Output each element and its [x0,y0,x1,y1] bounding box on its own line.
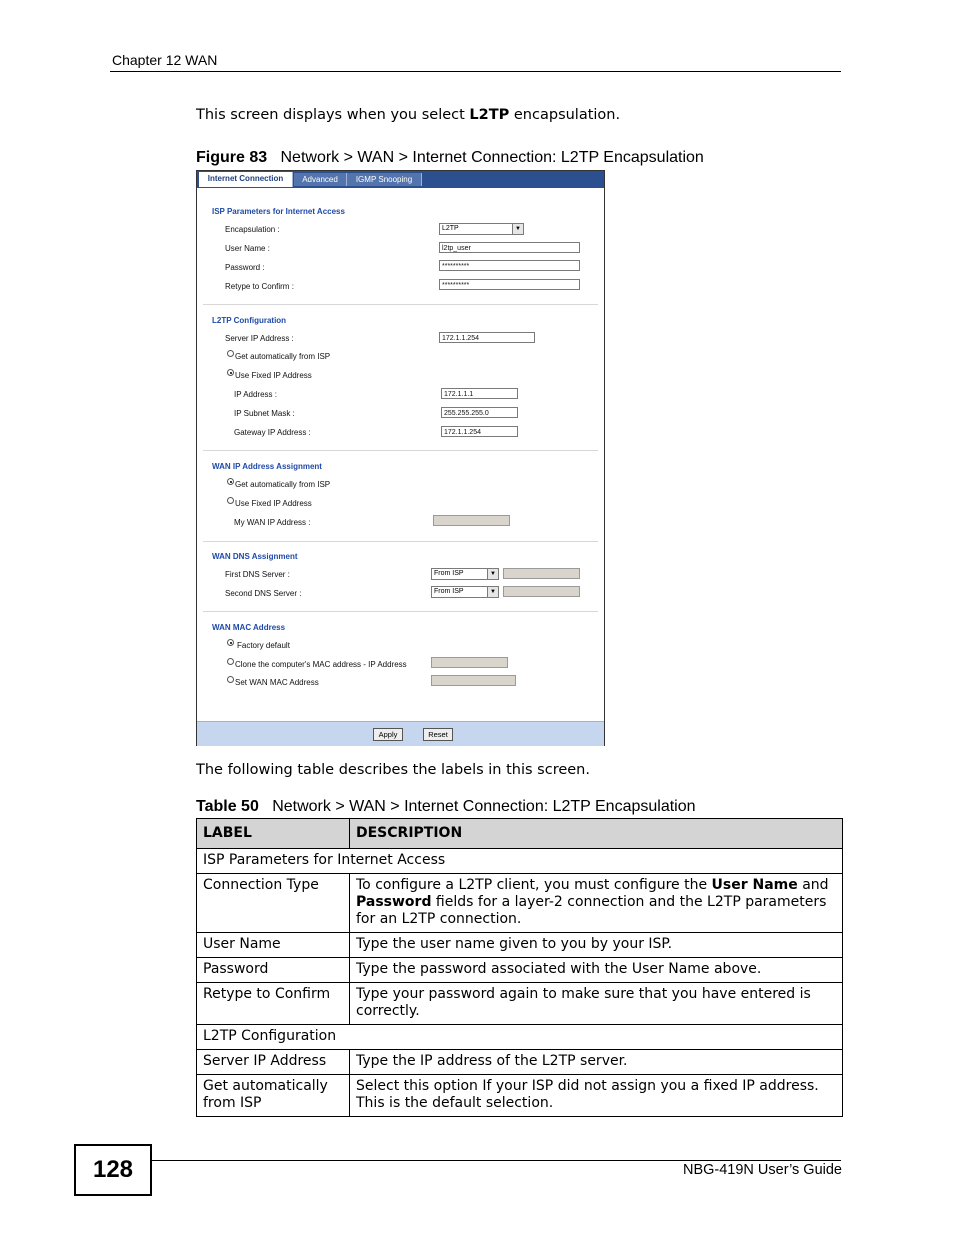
mac-clone-input[interactable] [431,657,508,668]
first-dns-select[interactable] [431,568,499,580]
l2tp-auto-radio[interactable] [227,350,234,357]
mac-section-title: WAN MAC Address [212,623,286,632]
table-title: Network > WAN > Internet Connection: L2TP Encapsulation [272,798,696,815]
apply-button[interactable]: Apply [373,728,403,741]
desc-text: To configure a L2TP client, you must configure the [356,877,712,893]
desc-bold: User Name [711,877,798,893]
row-label: Server IP Address [197,1050,350,1075]
second-dns-input[interactable] [503,586,580,597]
figure-label: Figure 83 [196,149,268,166]
tab-internet-connection[interactable]: Internet Connection [199,172,293,187]
row-description: Type the password associated with the User Name above. [350,958,843,983]
wan-fixed-radio[interactable] [227,497,234,504]
first-dns-input[interactable] [503,568,580,579]
tab-advanced[interactable]: Advanced [294,173,347,186]
section-row-l2tp: L2TP Configuration [197,1025,843,1050]
l2tp-auto-label: Get automatically from ISP [235,352,331,361]
header-label: LABEL [197,819,350,849]
gateway-input[interactable]: 172.1.1.254 [441,426,518,437]
ip-address-label: IP Address : [234,390,277,399]
row-label: Connection Type [197,874,350,933]
dns-section-title: WAN DNS Assignment [212,552,298,561]
screen-panel [196,170,605,746]
server-ip-label: Server IP Address : [225,334,294,343]
table-row [197,983,843,1025]
wan-auto-radio[interactable] [227,478,234,485]
intro-paragraph [196,107,620,123]
encapsulation-select[interactable] [439,223,524,235]
description-table [196,818,843,1117]
form-area [197,188,604,721]
second-dns-select[interactable] [431,586,499,598]
username-input[interactable]: l2tp_user [439,242,580,253]
username-label: User Name : [225,244,270,253]
divider [203,541,598,542]
tab-igmp-snooping[interactable]: IGMP Snooping [347,173,422,186]
tab-bar [197,171,604,188]
mac-factory-label: Factory default [237,641,290,650]
wan-fixed-label: Use Fixed IP Address [235,499,312,508]
table-label: Table 50 [196,798,259,815]
intro-bold: L2TP [469,107,510,123]
row-label: Get automatically from ISP [197,1075,350,1117]
my-wan-ip-input[interactable] [433,515,510,526]
section-row-isp: ISP Parameters for Internet Access [197,849,843,874]
table-caption [196,798,696,816]
subnet-mask-input[interactable]: 255.255.255.0 [441,407,518,418]
chevron-down-icon: ▼ [487,569,498,579]
first-dns-value: From ISP [434,570,464,577]
figure-title: Network > WAN > Internet Connection: L2TP Encapsulation [280,149,704,166]
divider [203,450,598,451]
header-rule [110,71,841,72]
server-ip-input[interactable]: 172.1.1.254 [439,332,535,343]
row-label: User Name [197,933,350,958]
page-number: 128 [74,1144,152,1196]
my-wan-ip-label: My WAN IP Address : [234,518,311,527]
isp-section-title: ISP Parameters for Internet Access [212,207,345,216]
mac-set-radio[interactable] [227,676,234,683]
table-header-row [197,819,843,849]
desc-text: fields for a layer-2 connection and the L2TP parameters for an L2TP connection. [356,894,827,927]
table-row [197,1075,843,1117]
l2tp-fixed-radio[interactable] [227,369,234,376]
desc-text: and [797,877,829,893]
gateway-label: Gateway IP Address : [234,428,311,437]
second-dns-label: Second DNS Server : [225,589,302,598]
intro-text-before: This screen displays when you select [196,107,470,123]
row-description: Select this option If your ISP did not assign you a fixed IP address. This is the default selection. [350,1075,843,1117]
mac-set-input[interactable] [431,675,516,686]
row-description: Type your password again to make sure that you have entered is correctly. [350,983,843,1025]
encapsulation-value: L2TP [442,225,459,232]
chevron-down-icon: ▼ [487,587,498,597]
ip-address-input[interactable]: 172.1.1.1 [441,388,518,399]
first-dns-label: First DNS Server : [225,570,290,579]
encapsulation-label: Encapsulation : [225,225,280,234]
row-description [350,874,843,933]
mac-clone-label: Clone the computer's MAC address - IP Address [235,660,407,669]
chevron-down-icon: ▼ [512,224,523,234]
figure-caption [196,149,704,167]
mac-set-label: Set WAN MAC Address [235,678,319,687]
row-description: Type the user name given to you by your ISP. [350,933,843,958]
button-bar [197,721,604,746]
table-row [197,1025,843,1050]
wan-auto-label: Get automatically from ISP [235,480,331,489]
row-description: Type the IP address of the L2TP server. [350,1050,843,1075]
second-dns-value: From ISP [434,588,464,595]
password-input[interactable]: ********** [439,260,580,271]
divider [203,611,598,612]
guide-title: NBG-419N User’s Guide [682,1162,842,1178]
intro-text-after: encapsulation. [509,107,621,123]
chapter-header: Chapter 12 WAN [112,52,218,68]
reset-button[interactable]: Reset [423,728,453,741]
l2tp-fixed-label: Use Fixed IP Address [235,371,312,380]
footer-rule [150,1160,841,1161]
retype-input[interactable]: ********** [439,279,580,290]
table-row [197,849,843,874]
table-row [197,1050,843,1075]
desc-bold: Password [356,894,432,910]
wan-ip-section-title: WAN IP Address Assignment [212,462,322,471]
password-label: Password : [225,263,265,272]
following-paragraph: The following table describes the labels in this screen. [196,762,590,778]
row-label: Password [197,958,350,983]
table-row [197,874,843,933]
divider [203,304,598,305]
subnet-mask-label: IP Subnet Mask : [234,409,295,418]
l2tp-section-title: L2TP Configuration [212,316,287,325]
header-description: DESCRIPTION [350,819,843,849]
mac-factory-radio[interactable] [227,639,234,646]
table-row [197,933,843,958]
table-row [197,958,843,983]
retype-label: Retype to Confirm : [225,282,294,291]
row-label: Retype to Confirm [197,983,350,1025]
mac-clone-radio[interactable] [227,658,234,665]
